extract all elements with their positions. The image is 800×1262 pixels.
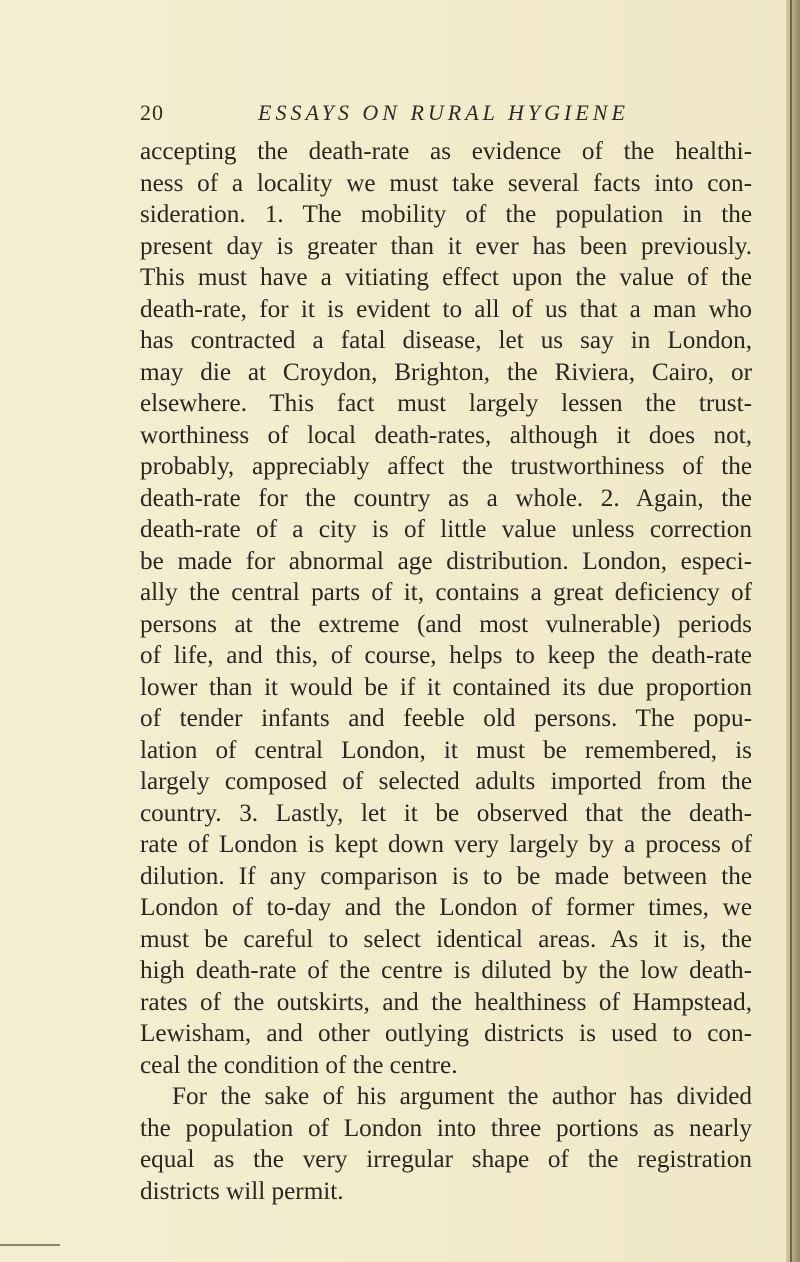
- text-line: of life, and this, of course, helps to keep the death-rate: [140, 642, 752, 669]
- page-bottom-edge: [0, 1244, 60, 1246]
- text-line: has contracted a fatal disease, let us say in London,: [140, 327, 752, 354]
- text-line: persons at the extreme (and most vulnerable) periods: [140, 610, 752, 638]
- text-line: death-rate for the country as a whole. 2. Again, the: [140, 484, 752, 512]
- text-line: accepting the death-rate as evidence of the healthi-: [140, 138, 752, 165]
- text-line: must be careful to select identical areas. As it is, the: [140, 925, 752, 953]
- text-line: For the sake of his argument the author has divided: [172, 1083, 752, 1110]
- page-number: 20: [140, 100, 164, 125]
- text-line: ness of a locality we must take several facts into con-: [140, 169, 752, 197]
- text-line: sideration. 1. The mobility of the population in the: [140, 201, 752, 228]
- text-line: worthiness of local death-rates, although it does not,: [140, 421, 752, 449]
- text-line: present day is greater than it ever has been previously.: [140, 232, 752, 260]
- text-line: equal as the very irregular shape of the registration: [140, 1146, 752, 1173]
- text-line: lation of central London, it must be remembered, is: [140, 736, 752, 764]
- text-line: This must have a vitiating effect upon the value of the: [140, 264, 752, 291]
- text-line: rates of the outskirts, and the healthiness of Hampstead,: [140, 988, 752, 1016]
- text-line: high death-rate of the centre is diluted by the low death-: [140, 957, 752, 984]
- text-line: rate of London is kept down very largely by a process of: [140, 831, 752, 858]
- text-line: country. 3. Lastly, let it be observed that the death-: [140, 799, 752, 827]
- text-line: London of to-day and the London of former times, we: [140, 894, 752, 921]
- page-edge-line: [790, 0, 792, 1262]
- text-line: ceal the condition of the centre.: [140, 1051, 458, 1079]
- text-line: may die at Croydon, Brighton, the Riviera, Cairo, or: [140, 358, 752, 386]
- text-line: probably, appreciably affect the trustworthiness of the: [140, 453, 752, 480]
- text-line: dilution. If any comparison is to be made between the: [140, 862, 752, 890]
- text-line: death-rate, for it is evident to all of us that a man who: [140, 295, 752, 323]
- running-head: [140, 100, 750, 132]
- body-text: [140, 136, 752, 1207]
- text-line: elsewhere. This fact must largely lessen the trust-: [140, 390, 752, 417]
- text-line: Lewisham, and other outlying districts is used to con-: [140, 1020, 752, 1047]
- text-line: districts will permit.: [140, 1177, 344, 1205]
- text-line: largely composed of selected adults imported from the: [140, 768, 752, 795]
- text-line: the population of London into three portions as nearly: [140, 1114, 752, 1142]
- text-line: of tender infants and feeble old persons. The popu-: [140, 705, 752, 732]
- text-line: ally the central parts of it, contains a great deficiency of: [140, 579, 752, 606]
- text-line: death-rate of a city is of little value unless correction: [140, 516, 752, 543]
- text-line: lower than it would be if it contained its due proportion: [140, 673, 752, 701]
- running-title: ESSAYS ON RURAL HYGIENE: [258, 100, 629, 125]
- text-line: be made for abnormal age distribution. London, especi-: [140, 547, 752, 575]
- page-edge-shadow: [786, 0, 800, 1262]
